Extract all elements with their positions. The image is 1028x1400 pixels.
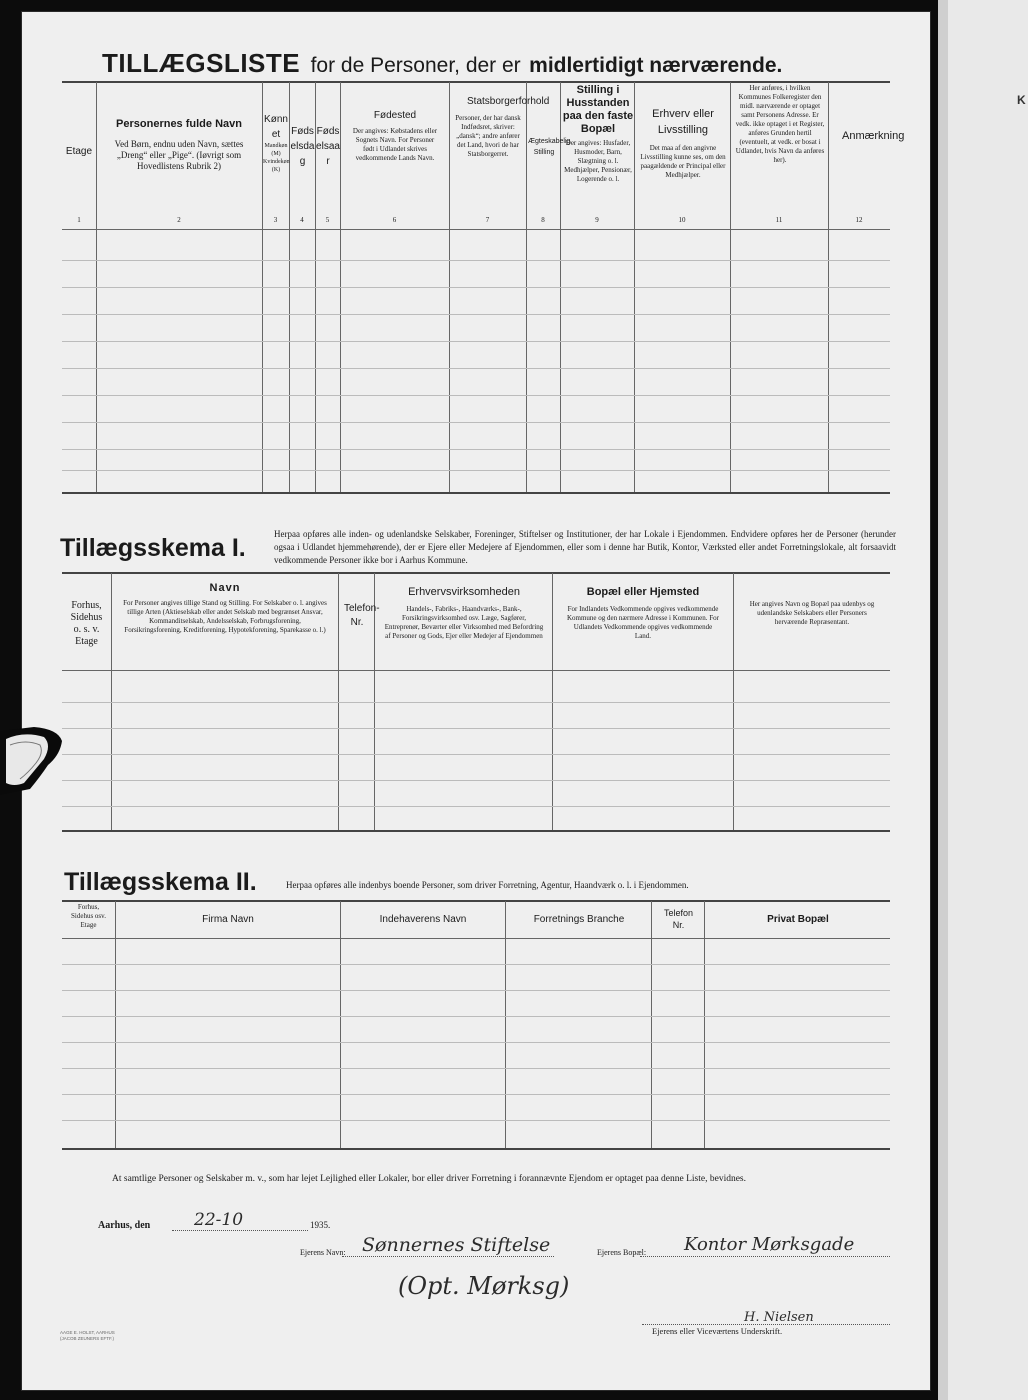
owner-name-note-handwritten: (Opt. Mørksg) <box>398 1272 570 1300</box>
col-foedselsdag: Fødselsdag <box>290 126 315 167</box>
s1-col-etage: Forhus, Sidehus o. s. v. Etage <box>70 600 103 647</box>
col-etage: Etage <box>65 146 93 157</box>
s1-col-repraesentant: Her angives Navn og Bopæl paa udenbys og udenlandske Selskabers eller Personers herværende Repræsentant. <box>749 600 875 626</box>
col-koen: Kønnet Mandkøn (M) Kvindekøn (K) <box>263 114 290 173</box>
s2-col-bopael: Privat Bopæl <box>767 914 829 925</box>
form-title <box>102 48 922 79</box>
signature-label: Ejerens eller Viceværtens Underskrift. <box>652 1326 783 1336</box>
col-stilling: Stilling i Husstanden paa den faste Bopæl Der angives: Husfader, Husmoder, Barn, Slægtning o. l. Medhjælper, Pensionær, Logerende o. l. <box>562 84 634 183</box>
year: 1935. <box>310 1220 331 1230</box>
s1-col-telefon: Telefon-Nr. <box>344 603 380 628</box>
title-main: TILLÆGSLISTE <box>102 48 301 78</box>
title-rest: for de Personer, der er <box>310 54 521 77</box>
skema-2-title: Tillægsskema II. <box>64 868 257 896</box>
place-label: Aarhus, den <box>98 1220 151 1231</box>
form-page: TILLÆGSLISTE for de Personer, der er midlertidigt nærværende. Etage Personernes fulde Navn Ved Børn, endnu uden Navn, sættes „Dreng“ eller „Pige“. (Iøvrigt som Hovedlistens Rubrik 2) Kønnet Mandkøn (M) Kvindekøn (K) Fødselsdag Fødselsaar Fødested Der angives: Købstadens eller Sognets Navn. For Personer født i Udlandet skrives vedkommende Lands Navn. Statsborgerforhold Personer, der har dansk Indfødsret, skriver: „dansk“; andre anfører det Land, hvori de har Statsborgerret. Ægteskabelig Stilling Stilling i Husstanden paa den faste Bopæl Der angives: Husfader, Husmoder, Barn, Slægtning o. l. Medhjælper, Pensionær, Logerende o. l. Erhverv eller Livsstilling Det maa af den angivne Livsstilling kunne ses, om den paagældende er Principal eller Medhjælper. Her anføres, i hvilken Kommunes Folkeregister den midl. nærværende er optaget samt Personens Adresse. Er vedk. ikke optaget i et Register, anføres Grunden hertil (eventuelt, at vedk. er bosat i Udlandet, hvis Navn da anføres her). Anmærkning 1 2 3 4 5 6 7 8 9 10 11 12 Tillægsskema I. Herpaa opføres alle inden- og udenlandske Selskaber, Foreninger, Stiftelser og Institutioner, der har Lokale i Ejendommen. Endvidere opføres her de Personer (herunder ogsaa i Udlandet hjemmehørende), der er Ejere eller Medejere af Ejendommen, eller som i denne har Butik, Kontor, Værksted eller andet Forretningslokale, alt forsaavidt vedkommende Personer ikke bor i Aarhus Kommune. Forhus, Sidehus o. s. v. Etage Navn For Personer angives tillige Stand og Stilling. For Selskaber o. l. angives tillige Arten (Aktieselskab eller andet Selskab med begrænset Ansvar, Kommanditselskab, Andelsselskab, Forbrugsforening, Forsikringsforening, Kreditforening, Hypotekforening, Sparekasse o. l.) Telefon-Nr. Erhvervsvirksomheden Handels-, Fabriks-, Haandværks-, Bank-, Forsikringsvirksomhed osv. Læge, Sagfører, Entreprenør, Beværter eller Virksomhed med Befordring af Personer og Gods, Ejer eller Medejer af Ejendommen Bopæl eller Hjemsted For Indlandets Vedkommende opgives vedkommende Kommune og den nærmere Adresse i Kommunen. For Udlandets Vedkommende opgives vedkommende Land. Her angives Navn og Bopæl paa udenbys og udenlandske Selskabers eller Personers herværende Repræsentant. Tillægsskema II. Herpaa opføres alle indenbys boende Personer, som driver Forretning, Agentur, Haandværk o. l. i Ejendommen. Forhus, Sidehus osv. Etage Firma Navn Indehaverens Navn Forretnings Branche Telefon Nr. Privat Bopæl At samtlige Personer og Selskaber m. v., som har lejet Lejlighed eller Lokaler, bor eller driver Forretning i forannævnte Ejendom er optaget paa denne Liste, bevidnes. Aarhus, den 22-10 1935. Ejerens Navn: Sønnernes Stiftelse (Opt. Mørksg) Ejerens Bopæl: Kontor Mørksgade H. Nielsen Ejerens eller Viceværtens Underskrift. AAGE E. HOLST, AARHUS (JACOB ZEUNERS EFTF.) <box>22 12 930 1390</box>
skema-2-intro: Herpaa opføres alle indenbys boende Personer, som driver Forretning, Agentur, Haandværk o. l. i Ejendommen. <box>286 880 689 890</box>
title-rest-bold: midlertidigt nærværende. <box>529 54 783 77</box>
s2-col-etage: Forhus, Sidehus osv. Etage <box>71 903 106 929</box>
col-anmaerkning: Anmærkning <box>842 130 905 142</box>
s1-col-navn: Navn For Personer angives tillige Stand og Stilling. For Selskaber o. l. angives tillige Arten (Aktieselskab eller andet Selskab med begrænset Ansvar, Kommanditselskab, Andelsselskab, Forbrugsforening, Forsikringsforening, Kreditforening, Hypotekforening, Sparekasse o. l.) <box>123 582 327 634</box>
signature-handwritten: H. Nielsen <box>744 1310 814 1325</box>
owner-residence-handwritten: Kontor Mørksgade <box>684 1234 855 1255</box>
attestation-statement: At samtlige Personer og Selskaber m. v., som har lejet Lejlighed eller Lokaler, bor eller driver Forretning i forannævnte Ejendom er optaget paa denne Liste, bevidnes. <box>112 1174 746 1184</box>
s1-col-erhverv: Erhvervsvirksomheden Handels-, Fabriks-, Haandværks-, Bank-, Forsikringsvirksomhed osv. Læge, Sagfører, Entreprenør, Beværter eller Virksomhed med Befordring af Personer og Gods, Ejer eller Medejer af Ejendommen <box>384 586 544 640</box>
s2-col-indehaver: Indehaverens Navn <box>379 914 467 925</box>
col-erhverv: Erhverv eller Livsstilling Det maa af den angivne Livsstilling kunne ses, om den paagældende er Principal eller Medhjælper. <box>640 108 726 179</box>
printer-imprint: AAGE E. HOLST, AARHUS (JACOB ZEUNERS EFTF.) <box>60 1330 115 1341</box>
s2-col-firma: Firma Navn <box>202 914 254 925</box>
s1-col-bopael: Bopæl eller Hjemsted For Indlandets Vedkommende opgives vedkommende Kommune og den nærmere Adresse i Kommunen. For Udlandets Vedkommende opgives vedkommende Land. <box>566 586 720 640</box>
col-navn: Personernes fulde Navn Ved Børn, endnu uden Navn, sættes „Dreng“ eller „Pige“. (Iøvrigt som Hovedlistens Rubrik 2) <box>114 118 244 171</box>
owner-residence-label: Ejerens Bopæl: <box>597 1248 647 1257</box>
skema-1-title: Tillægsskema I. <box>60 534 246 562</box>
col-foedselsaar: Fødselsaar <box>316 126 340 167</box>
date-handwritten: 22-10 <box>194 1210 244 1230</box>
s2-col-telefon: Telefon Nr. <box>663 908 694 930</box>
adjacent-page <box>938 0 1028 1400</box>
s2-col-branche: Forretnings Branche <box>533 914 625 925</box>
adjacent-page-letter: K <box>1017 93 1026 107</box>
col-aegteskabelig: Ægteskabelig Stilling <box>528 138 571 156</box>
col-foedested: Fødested Der angives: Købstadens eller Sognets Navn. For Personer født i Udlandet skrives vedkommende Lands Navn. <box>352 110 438 162</box>
skema-1-intro: Herpaa opføres alle inden- og udenlandske Selskaber, Foreninger, Stiftelser og Institutioner, der har Lokale i Ejendommen. Endvidere opføres her de Personer (herunder ogsaa i Udlandet hjemmehørende), der er Ejere eller Medejere af Ejendommen, eller som i denne har Butik, Kontor, Værksted eller andet Forretningslokale, alt forsaavidt vedkommende Personer ikke bor i Aarhus Kommune. <box>274 529 896 565</box>
col-adresse: Her anføres, i hvilken Kommunes Folkeregister den midl. nærværende er optaget samt Personens Adresse. Er vedk. ikke optaget i et Register, anføres Grunden hertil (eventuelt, at vedk. er bosat i Udlandet, hvis Navn da anføres her). <box>735 84 825 164</box>
owner-name-handwritten: Sønnernes Stiftelse <box>362 1234 551 1256</box>
col-statsborger: Statsborgerforhold Personer, der har dansk Indfødsret, skriver: „dansk“; andre anfører det Land, hvori de har Statsborgerret. <box>455 96 550 158</box>
paper-clip-icon <box>0 725 64 797</box>
owner-name-label: Ejerens Navn: <box>300 1248 346 1257</box>
